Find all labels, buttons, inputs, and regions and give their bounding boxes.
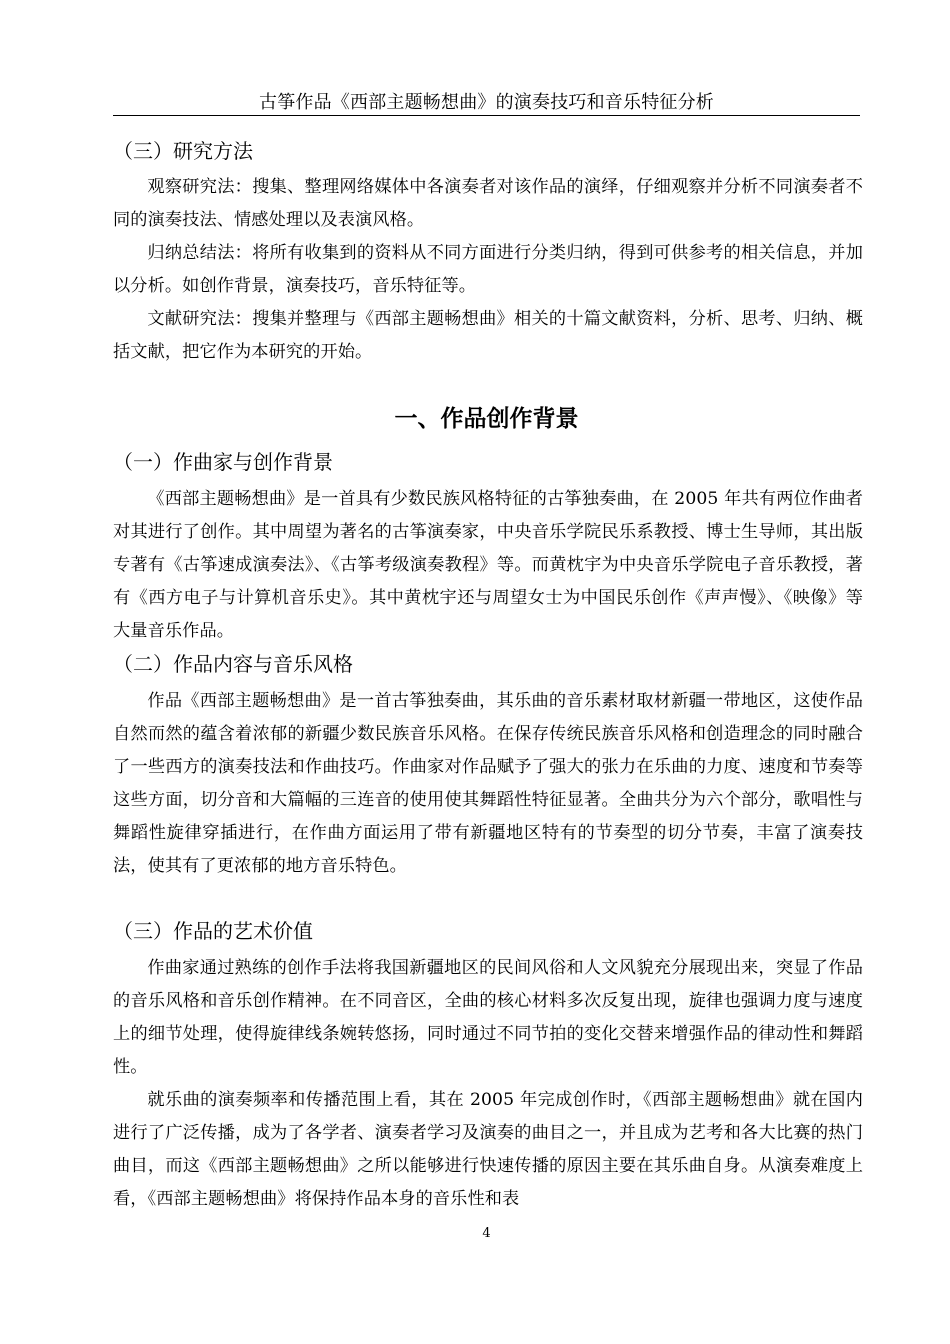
paragraph-artistic-value-spread: 就乐曲的演奏频率和传播范围上看，其在 2005 年完成创作时，《西部主题畅想曲》就在国内进行了广泛传播，成为了各学者、演奏者学习及演奏的曲目之一，并且成为艺考和各大比赛的热门曲目，而这《西部主题畅想曲》之所以能够进行快速传播的原因主要在其乐曲自身。从演奏难度上看，《西部主题畅想曲》将保持作品本身的音乐性和表	[113, 1090, 863, 1209]
paragraph-composer-background: 《西部主题畅想曲》是一首具有少数民族风格特征的古筝独奏曲，在 2005 年共有两位作曲者对其进行了创作。其中周望为著名的古筝演奏家，中央音乐学院民乐系教授、博士生导师，其出版专著有《古筝速成演奏法》、《古筝考级演奏教程》等。而黄枕宇为中央音乐学院电子音乐教授，著有《西方电子与计算机音乐史》。其中黄枕宇还与周望女士为中国民乐创作《声声慢》、《映像》等大量音乐作品。	[113, 489, 863, 641]
section-heading-research-methods: （三）研究方法	[113, 139, 253, 163]
chapter-heading-creation-background: 一、作品创作背景	[394, 406, 579, 432]
section-heading-artistic-value: （三）作品的艺术价值	[113, 919, 313, 943]
paragraph-induction-method: 归纳总结法：将所有收集到的资料从不同方面进行分类归纳，得到可供参考的相关信息，并加以分析。如创作背景，演奏技巧，音乐特征等。	[113, 243, 863, 296]
paragraph-artistic-value-technique: 作曲家通过熟练的创作手法将我国新疆地区的民间风俗和人文风貌充分展现出来，突显了作品的音乐风格和音乐创作精神。在不同音区，全曲的核心材料多次反复出现，旋律也强调力度与速度上的细节处理，使得旋律线条婉转悠扬，同时通过不同节拍的变化交替来增强作品的律动性和舞蹈性。	[113, 958, 863, 1077]
paragraph-observation-method: 观察研究法：搜集、整理网络媒体中各演奏者对该作品的演绎，仔细观察并分析不同演奏者不同的演奏技法、情感处理以及表演风格。	[113, 177, 863, 230]
running-header: 古筝作品《西部主题畅想曲》的演奏技巧和音乐特征分析	[259, 92, 714, 113]
section-heading-composer-background: （一）作曲家与创作背景	[113, 450, 333, 474]
section-heading-content-style: （二）作品内容与音乐风格	[113, 652, 353, 676]
paragraph-literature-method: 文献研究法：搜集并整理与《西部主题畅想曲》相关的十篇文献资料，分析、思考、归纳、概括文献，把它作为本研究的开始。	[113, 309, 863, 362]
header-rule	[113, 115, 860, 116]
page-number: 4	[482, 1226, 491, 1241]
paragraph-content-style: 作品《西部主题畅想曲》是一首古筝独奏曲，其乐曲的音乐素材取材新疆一带地区，这使作品自然而然的蕴含着浓郁的新疆少数民族音乐风格。在保存传统民族音乐风格和创造理念的同时融合了一些西方的演奏技法和作曲技巧。作曲家对作品赋予了强大的张力在乐曲的力度、速度和节奏等这些方面，切分音和大篇幅的三连音的使用使其舞蹈性特征显著。全曲共分为六个部分，歌唱性与舞蹈性旋律穿插进行，在作曲方面运用了带有新疆地区特有的节奏型的切分节奏，丰富了演奏技法，使其有了更浓郁的地方音乐特色。	[113, 691, 863, 876]
